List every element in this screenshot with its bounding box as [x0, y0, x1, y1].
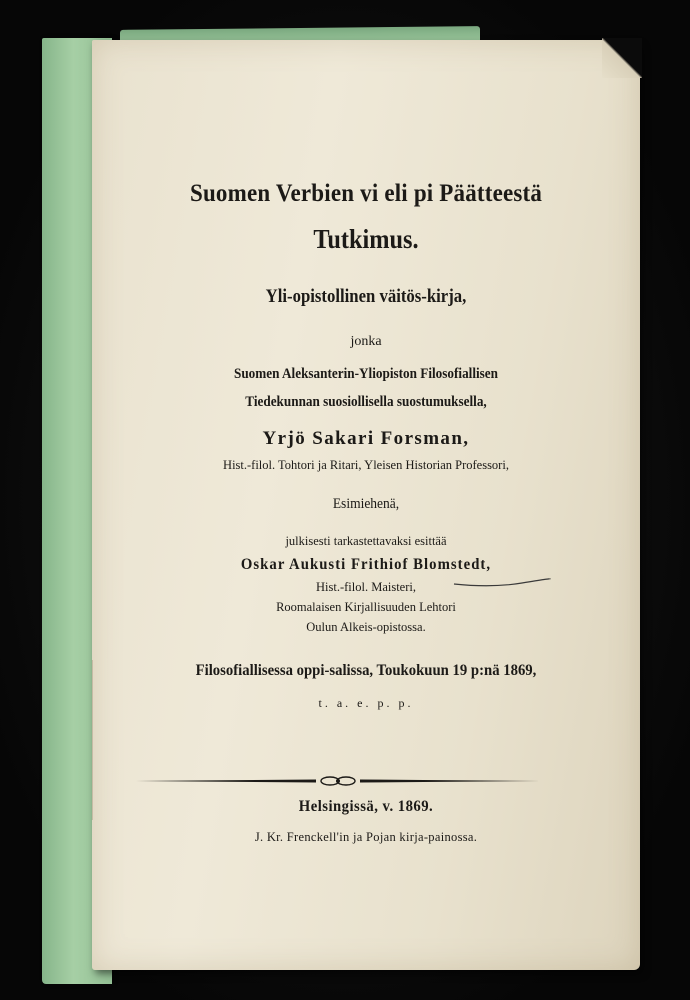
candidate-title-2: Roomalaisen Kirjallisuuden Lehtori — [276, 600, 456, 614]
title-line-2: Tutkimus. — [313, 224, 419, 254]
title-line-1: Suomen Verbien vi eli pi Päätteestä — [189, 180, 543, 207]
faculty-line-2: Tiedekunnan suosiollisella suostumuksella, — [245, 394, 487, 410]
faculty-line-1: Suomen Aleksanterin-Yliopiston Filosofiallisen — [233, 366, 499, 382]
candidate-title-3: Oulun Alkeis-opistossa. — [306, 620, 426, 634]
imprint-place-year: Helsingissä, v. 1869. — [298, 798, 434, 815]
president-name: Yrjö Sakari Forsman, — [262, 428, 470, 449]
ornamental-rule — [136, 774, 540, 788]
jonka-text: jonka — [350, 334, 382, 349]
place-date: Filosofiallisessa oppi-salissa, Toukokuun 19 p:nä 1869, — [195, 662, 537, 679]
title-page — [92, 40, 640, 970]
imprint-printer: J. Kr. Frenckell'in ja Pojan kirja-painossa. — [254, 830, 478, 844]
candidate-name: Oskar Aukusti Frithiof Blomstedt, — [240, 556, 492, 573]
julkisesti-text: julkisesti tarkastettavaksi esittää — [285, 534, 447, 548]
president-title: Hist.-filol. Tohtori ja Ritari, Yleisen Historian Professori, — [223, 458, 509, 472]
taepp-text: t. a. e. p. p. — [318, 696, 414, 710]
candidate-title-1: Hist.-filol. Maisteri, — [316, 580, 416, 594]
title-page-text — [92, 40, 640, 970]
esimiehena-text: Esimiehenä, — [332, 496, 400, 512]
subtitle: Yli-opistollinen väitös-kirja, — [265, 286, 467, 307]
